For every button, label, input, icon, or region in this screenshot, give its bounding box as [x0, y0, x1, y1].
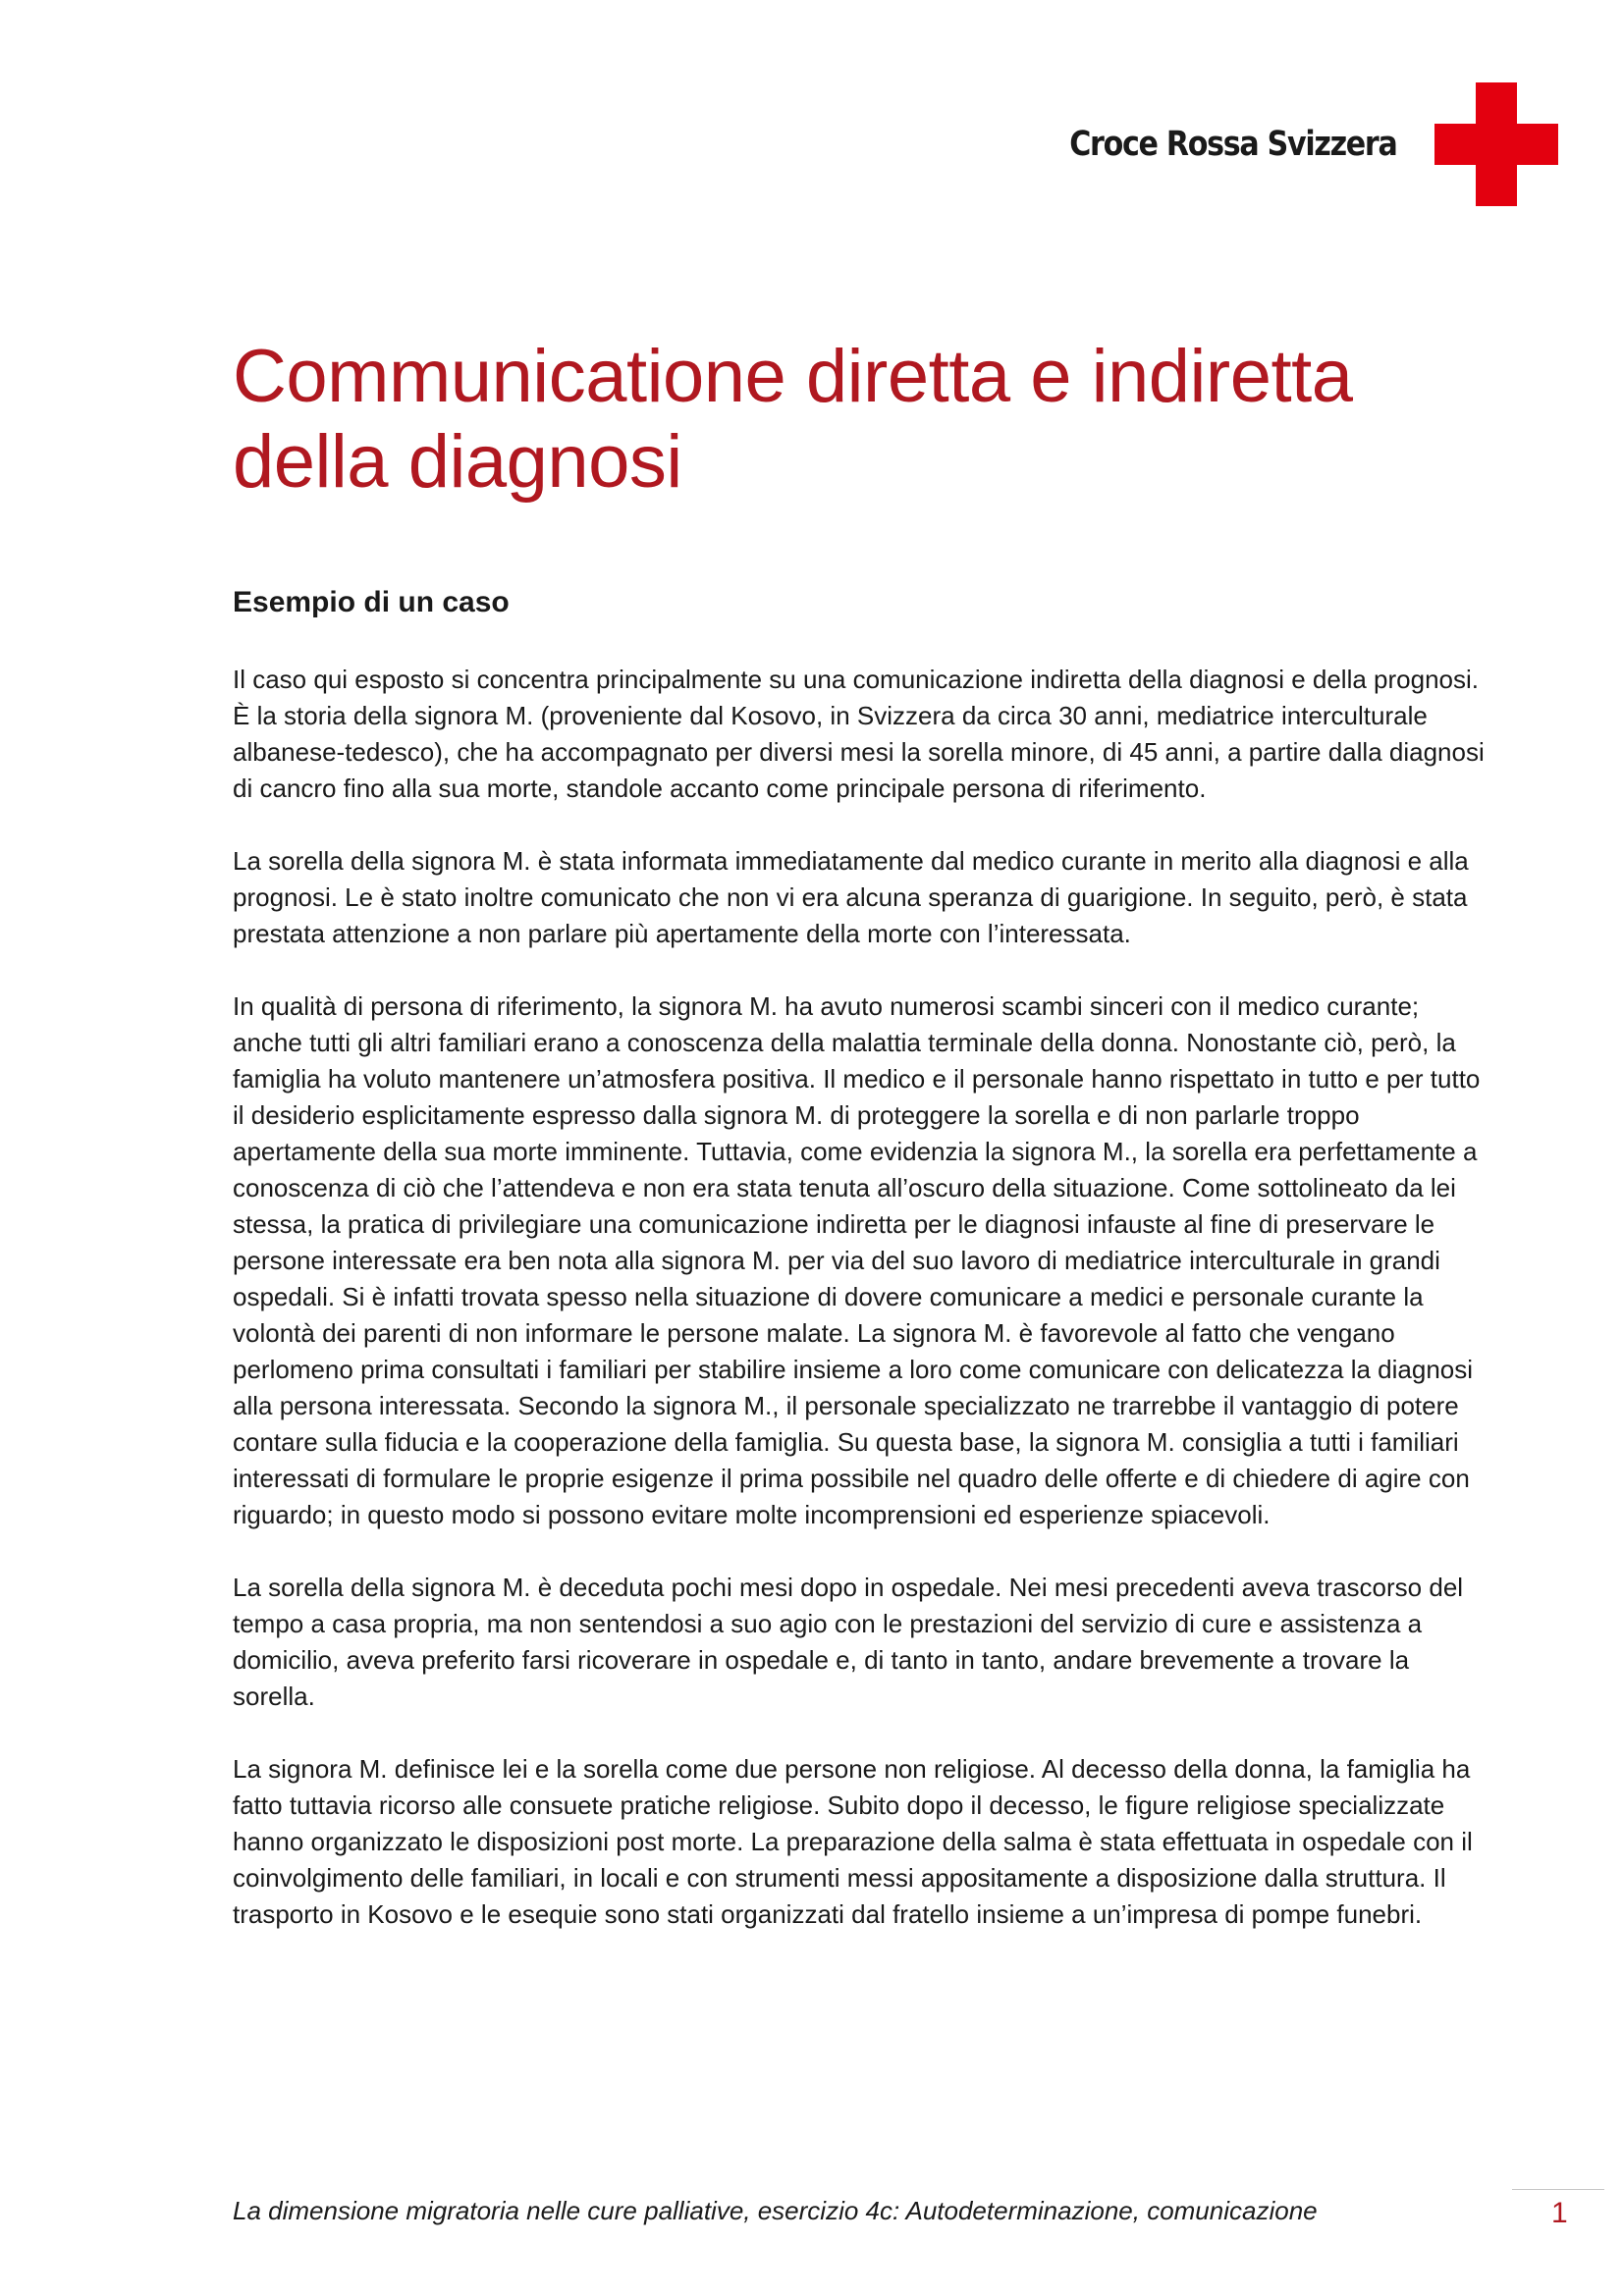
- paragraph: In qualità di persona di riferimento, la signora M. ha avuto numerosi scambi sinceri con il medico curante; anche tutti gli altri familiari erano a conoscenza della malattia terminale della donna. Nonostante ciò, però, la famiglia ha voluto mantenere un’atmosfera positiva. Il medico e il personale hanno rispettato in tutto e per tutto il desiderio esplicitamente espresso dalla signora M. di proteggere la sorella e di non parlarle troppo apertamente della sua morte imminente. Tuttavia, come evidenzia la signora M., la sorella era perfettamente a conoscenza di ciò che l’attendeva e non era stata tenuta all’oscuro della situazione. Come sottolineato da lei stessa, la pratica di privilegiare una comunicazione indiretta per le diagnosi infauste al fine di preservare le persone interessate era ben nota alla signora M. per via del suo lavoro di mediatrice interculturale in grandi ospedali. Si è infatti trovata spesso nella situazione di dovere comunicare a medici e personale curante la volontà dei parenti di non informare le persone malate. La signora M. è favorevole al fatto che vengano perlomeno prima consultati i familiari per stabilire insieme a loro come comunicare con delicatezza la diagnosi alla persona interessata. Secondo la signora M., il personale specializzato ne trarrebbe il vantaggio di potere contare sulla fiducia e la cooperazione della famiglia. Su questa base, la signora M. consiglia a tutti i familiari interessati di formulare le proprie esigenze il prima possibile nel quadro delle offerte e di chiedere di agire con riguardo; in questo modo si possono evitare molte incomprensioni ed esperienze spiacevoli.: [233, 991, 1481, 1529]
- document-body: [233, 662, 1489, 1969]
- paragraph: Il caso qui esposto si concentra principalmente su una comunicazione indiretta della diagnosi e della prognosi. È la storia della signora M. (proveniente dal Kosovo, in Svizzera da circa 30 anni, mediatrice interculturale albanese-tedesco), che ha accompagnato per diversi mesi la sorella minore, di 45 anni, a partire dalla diagnosi di cancro fino alla sua morte, standole accanto come principale persona di riferimento.: [233, 665, 1485, 803]
- red-cross-icon: [1434, 82, 1558, 206]
- paragraph: La sorella della signora M. è stata informata immediatamente dal medico curante in merito alla diagnosi e alla prognosi. Le è stato inoltre comunicato che non vi era alcuna speranza di guarigione. In seguito, però, è stata prestata attenzione a non parlare più apertamente della morte con l’interessata.: [233, 846, 1469, 948]
- header: [1016, 82, 1558, 206]
- paragraph: La sorella della signora M. è deceduta pochi mesi dopo in ospedale. Nei mesi precedenti aveva trascorso del tempo a casa propria, ma non sentendosi a suo agio con le prestazioni del servizio di cure e assistenza a domicilio, aveva preferito farsi ricoverare in ospedale e, di tanto in tanto, andare brevemente a trovare la sorella.: [233, 1573, 1464, 1711]
- page-title-line1: Communicatione diretta e indiretta: [233, 335, 1353, 418]
- footer-text: La dimensione migratoria nelle cure palliative, esercizio 4c: Autodeterminazione, comunicazione: [233, 2196, 1318, 2225]
- paragraph: La signora M. definisce lei e la sorella come due persone non religiose. Al decesso della donna, la famiglia ha fatto tuttavia ricorso alle consuete pratiche religiose. Subito dopo il decesso, le figure religiose specializzate hanno organizzato le disposizioni post morte. La preparazione della salma è stata effettuata in ospedale con il coinvolgimento delle familiari, in locali e con strumenti messi appositamente a disposizione dalla struttura. Il trasporto in Kosovo e le esequie sono stati organizzati dal fratello insieme a un’impresa di pompe funebri.: [233, 1754, 1473, 1929]
- footer-divider: [1512, 2189, 1604, 2190]
- org-name: Croce Rossa Svizzera: [1069, 125, 1397, 164]
- section-heading: Esempio di un caso: [233, 586, 510, 618]
- page-number: 1: [1551, 2197, 1568, 2229]
- red-cross-horizontal-bar: [1434, 124, 1558, 165]
- page-title-line2: della diagnosi: [233, 420, 682, 504]
- page-title: [233, 334, 1411, 505]
